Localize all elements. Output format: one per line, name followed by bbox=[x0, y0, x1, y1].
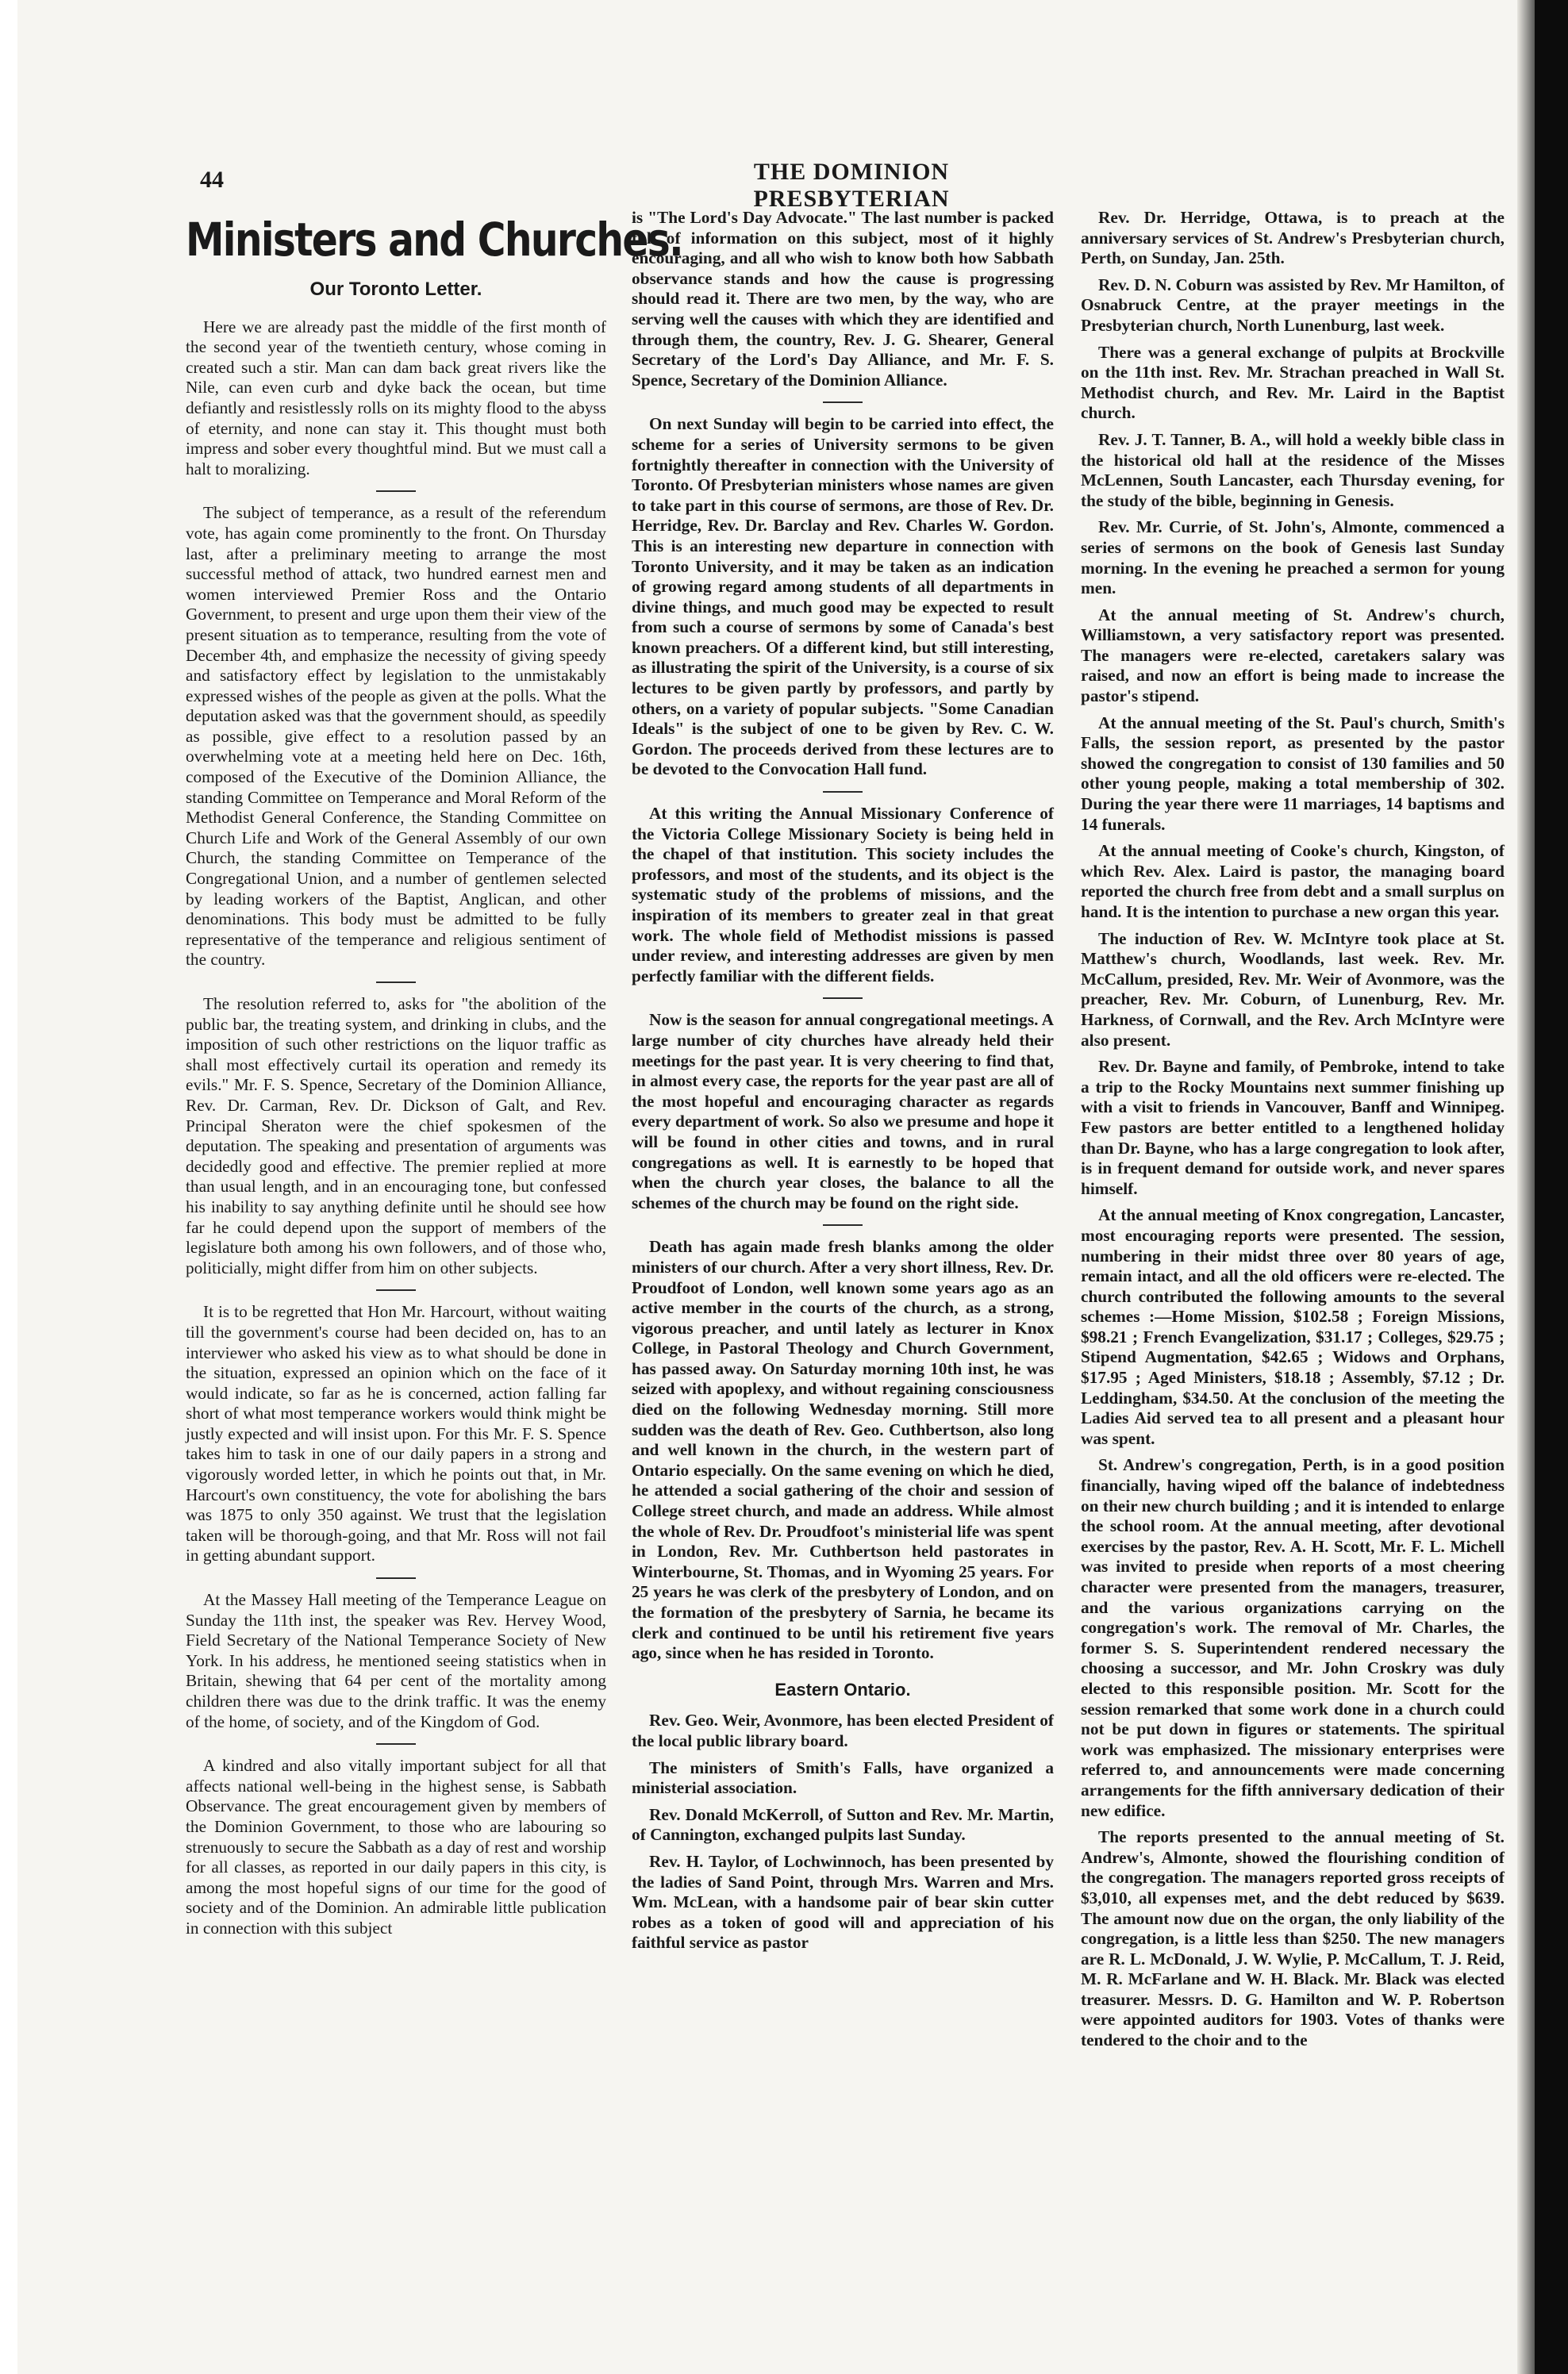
article-paragraph: is "The Lord's Day Advocate." The last number is packed full of information on this subject, most of it highly encouraging, and all who wish to know both how Sabbath observance stands and how the cause is progressing should read it. There are two men, by the way, who are serving well the causes with which they are identified and through them, the country, Rev. J. G. Shearer, General Secretary of the Lord's Day Alliance, and Mr. F. S. Spence, Secretary of the Dominion Alliance. bbox=[632, 208, 1054, 390]
article-paragraph: On next Sunday will begin to be carried into effect, the scheme for a series of University sermons to be given fortnightly thereafter in connection with the University of Toronto. Of Presbyterian ministers whose names are given to take part in this course of sermons, are those of Rev. Dr. Herridge, Rev. Dr. Barclay and Rev. Charles W. Gordon. This is an interesting new departure in connection with Toronto University, and it may be taken as an indication of growing regard among students of all departments in divine things, and much good may be expected to result from such a course of sermons by some of Canada's best known preachers. Of a different kind, but still interesting, as illustrating the spirit of the University, is a course of six lectures to be given partly by professors, and partly by others, on a variety of popular subjects. "Some Canadian Ideals" is the subject of one to be given by Rev. C. W. Gordon. The proceeds derived from these lectures are to be devoted to the Convocation Hall fund. bbox=[632, 414, 1054, 779]
page-number: 44 bbox=[200, 167, 224, 193]
article-paragraph: Here we are already past the middle of the first month of the second year of the twentieth century, whose coming in created such a stir. Man can dam back great rivers like the Nile, can even curb and dyke back the ocean, but time defiantly and resistlessly rolls on its mighty flood to the abyss of eternity, and none can stay it. This thought must both impress and sober every thoughtful mind. But we must call a halt to moralizing. bbox=[186, 317, 606, 478]
news-item: Rev. Donald McKerroll, of Sutton and Rev. Mr. Martin, of Cannington, exchanged pulpits last Sunday. bbox=[632, 1804, 1054, 1845]
divider-rule bbox=[376, 981, 416, 983]
divider-rule bbox=[376, 1743, 416, 1745]
news-item: Rev. Dr. Bayne and family, of Pembroke, intend to take a trip to the Rocky Mountains next summer finishing up with a visit to friends in Vancouver, Banff and Winnipeg. Few pastors are better entitled to a lengthened holiday than Dr. Bayne, who has a large congregation to look after, is in frequent demand for outside work, and never spares himself. bbox=[1081, 1057, 1505, 1198]
article-paragraph: At the Massey Hall meeting of the Temperance League on Sunday the 11th inst, the speaker was Rev. Hervey Wood, Field Secretary of the National Temperance Society of New York. In his address, he mentioned seeing statistics when in Britain, shewing that 64 per cent of the mortality among children there was due to the drink traffic. It was the enemy of the home, of society, and of the Kingdom of God. bbox=[186, 1590, 606, 1731]
divider-rule bbox=[823, 997, 863, 999]
news-item: There was a general exchange of pulpits at Brockville on the 11th inst. Rev. Mr. Strachan preached in Wall St. Methodist church, and Rev. Mr. Laird in the Baptist church. bbox=[1081, 342, 1505, 423]
article-paragraph: Death has again made fresh blanks among the older ministers of our church. After a very short illness, Rev. Dr. Proudfoot of London, well known some years ago as an active member in the courts of the church, as a strong, vigorous preacher, and until lately as lecturer in Knox College, in Pastoral Theology and Church Government, has passed away. On Saturday morning 10th inst, he was seized with apoplexy, and without regaining consciousness died on the following Wednesday morning. Still more sudden was the death of Rev. Geo. Cuthbertson, also long and well known in the church, in the western part of Ontario especially. On the same evening on which he died, he attended a social gathering of the choir and session of College street church, and made an address. While almost the whole of Rev. Dr. Proudfoot's ministerial life was spent in London, Rev. Mr. Cuthbertson held pastorates in Winterbourne, St. Thomas, and in Wyoming 25 years. For 25 years he was clerk of the presbytery of London, and on the formation of the presbytery of Sarnia, he became its clerk and continued to be until his retirement five years ago, since when he has resided in Toronto. bbox=[632, 1237, 1054, 1663]
divider-rule bbox=[823, 401, 863, 403]
section-subtitle: Our Toronto Letter. bbox=[309, 279, 482, 300]
news-item: Rev. H. Taylor, of Lochwinnoch, has been presented by the ladies of Sand Point, through Mrs. Warren and Mrs. Wm. McLean, with a handsome pair of bear skin cutter robes as a token of good will and appreciation of his faithful service as pastor bbox=[632, 1851, 1054, 1953]
news-item: At the annual meeting of St. Andrew's church, Williamstown, a very satisfactory report was presented. The managers were re-elected, caretakers salary was raised, and now an effort is being made to increase the pastor's stipend. bbox=[1081, 605, 1505, 706]
article-paragraph: At this writing the Annual Missionary Conference of the Victoria College Missionary Society is being held in the chapel of that institution. This society includes the professors, and most of the students, and its object is the systematic study of the problems of missions, and the inspiration of its members to greater zeal in that great work. The whole field of Methodist missions is passed under review, and interesting addresses are given by men perfectly familiar with the different fields. bbox=[632, 804, 1054, 985]
news-item: At the annual meeting of Cooke's church, Kingston, of which Rev. Alex. Laird is pastor, the managing board reported the church free from debt and a small surplus on hand. It is the intention to purchase a new organ this year. bbox=[1081, 841, 1505, 921]
column-1 bbox=[186, 208, 682, 1950]
divider-rule bbox=[376, 1577, 416, 1579]
article-paragraph: The resolution referred to, asks for "the abolition of the public bar, the treating system, and drinking in clubs, and the imposition of such other restrictions on the liquor traffic as shall most effectively curtail its operation and remedy its evils." Mr. F. S. Spence, Secretary of the Dominion Alliance, Rev. Dr. Carman, Rev. Dr. Dickson of Galt, and Rev. Principal Sheraton were the chief spokesmen of the deputation. The speaking and presentation of arguments was decidedly good and effective. The premier replied at more than usual length, and in an encouraging tone, but confessed his inability to say anything definite until he should see how far he could depend upon the support of members of the legislature both among his own followers, and of those who, politicially, might differ from him on other subjects. bbox=[186, 994, 606, 1277]
article-paragraph: It is to be regretted that Hon Mr. Harcourt, without waiting till the government's course had been decided on, has to an interviewer who asked his view as to what should be done in the situation, expressed an opinion which on the face of it would indicate, so far as he is concerned, action falling far short of what most temperance workers would think might be justly expected and will insist upon. For this Mr. F. S. Spence takes him to task in one of our daily papers in a strong and vigorously worded letter, in which he points out that, in Mr. Harcourt's own constituency, the vote for abolishing the bars was 1875 to only 350 against. We trust that the legislation taken will be thorough-going, and that Mr. Ross will not fail in getting abundant support. bbox=[186, 1302, 606, 1565]
news-item: Rev. Mr. Currie, of St. John's, Almonte, commenced a series of sermons on the book of Genesis last Sunday morning. In the evening he preached a sermon for young men. bbox=[1081, 517, 1505, 598]
news-item: The ministers of Smith's Falls, have organized a ministerial association. bbox=[632, 1757, 1054, 1798]
column-3 bbox=[1081, 208, 1505, 2057]
news-item: St. Andrew's congregation, Perth, is in a good position financially, having wiped off the balance of indebtedness on their new church building ; and it is intended to enlarge the school room. At the annual meeting, after devotional exercises by the pastor, Rev. A. H. Scott, Mr. F. L. Michell was invited to preside when reports of a most cheering character were presented from the managers, treasurer, and the various organizations carrying on the congregation's work. The removal of Mr. Charles, the former S. S. Superintendent rendered necessary the choosing a successor, and Mr. John Croskry was duly elected to this responsible position. Mr. Scott for the session remarked that some work done in a church could not be put down in figures or statements. The spiritual work was emphasized. The missionary enterprises were referred to, and announcements were made concerning arrangements for the fifth anniversary dedication of their new edifice. bbox=[1081, 1455, 1505, 1820]
scan-border bbox=[1535, 0, 1568, 2374]
divider-rule bbox=[823, 791, 863, 793]
news-item: The reports presented to the annual meeting of St. Andrew's, Almonte, showed the flourishing condition of the congregation. The managers reported gross receipts of $3,010, all expenses met, and the debt reduced by $639. The amount now due on the organ, the only liability of the congregation, is a little less than $250. The new managers are R. L. McDonald, J. W. Wylie, P. McCallum, T. J. Reid, M. R. McFarlane and W. H. Black. Mr. Black was elected treasurer. Messrs. D. G. Hamilton and W. P. Robertson were appointed auditors for 1903. Votes of thanks were tendered to the choir and to the bbox=[1081, 1827, 1505, 2050]
page-shadow bbox=[1517, 0, 1535, 2374]
news-item: Rev. D. N. Coburn was assisted by Rev. Mr Hamilton, of Osnabruck Centre, at the prayer meetings in the Presbyterian church, North Lunenburg, last week. bbox=[1081, 275, 1505, 335]
news-item: At the annual meeting of the St. Paul's church, Smith's Falls, the session report, as presented by the pastor showed the congregation to consist of 130 families and 50 other young people, making a total membership of 302. During the year there were 11 marriages, 14 baptisms and 14 funerals. bbox=[1081, 713, 1505, 834]
news-item: Rev. J. T. Tanner, B. A., will hold a weekly bible class in the historical old hall at the residence of the Misses McLennen, South Lancaster, each Thursday evening, for the study of the bible, beginning in Genesis. bbox=[1081, 429, 1505, 510]
news-item: Rev. Geo. Weir, Avonmore, has been elected President of the local public library board. bbox=[632, 1711, 1054, 1750]
running-title: THE DOMINION PRESBYTERIAN bbox=[753, 159, 950, 212]
news-item: Rev. Dr. Herridge, Ottawa, is to preach at the anniversary services of St. Andrew's Presbyterian church, Perth, on Sunday, Jan. 25th. bbox=[1081, 208, 1505, 268]
divider-rule bbox=[823, 1224, 863, 1226]
divider-rule bbox=[376, 490, 416, 492]
column-2 bbox=[632, 208, 1054, 1960]
news-item: At the annual meeting of Knox congregation, Lancaster, most encouraging reports were presented. The session, numbering in their midst three over 80 years of age, remain intact, and all the old officers were re-elected. The church contributed the following amounts to the several schemes :—Home Mission, $102.58 ; Foreign Missions, $98.21 ; French Evangelization, $31.17 ; Colleges, $29.75 ; Stipend Augmentation, $42.65 ; Widows and Orphans, $17.95 ; Aged Ministers, $18.18 ; Assembly, $7.12 ; Dr. Leddingham, $34.50. At the conclusion of the meeting the Ladies Aid served tea to all present and a pleasant hour was spent. bbox=[1081, 1205, 1505, 1448]
section-title: Ministers and Churches. bbox=[186, 213, 682, 267]
article-paragraph: Now is the season for annual congregational meetings. A large number of city churches have already held their meetings for the past year. It is very cheering to find that, in almost every case, the reports for the year past are all of the most hopeful and encouraging character as regards every department of work. So also we presume and hope it will be found in other cities and towns, and in rural congregations as well. It is earnestly to be hoped that when the church year closes, the balance to all the schemes of the church may be found on the right side. bbox=[632, 1010, 1054, 1212]
section-heading-eastern-ontario: Eastern Ontario. bbox=[774, 1679, 911, 1700]
news-item: The induction of Rev. W. McIntyre took place at St. Matthew's church, Woodlands, last week. Rev. Mr. McCallum, presided, Rev. Mr. Weir of Avonmore, was the preacher, Rev. Mr. Coburn, of Lunenburg, Rev. Mr. Harkness, of Cornwall, and the Rev. Arch McIntyre were also present. bbox=[1081, 928, 1505, 1050]
article-paragraph: The subject of temperance, as a result of the referendum vote, has again come prominently to the front. On Thursday last, after a preliminary meeting to arrange the most successful method of attack, two hundred earnest men and women interviewed Premier Ross and the Ontario Government, to present and urge upon them their view of the present situation as to temperance, resulting from the vote of December 4th, and emphasize the necessity of giving speedy and satisfactory effect by legislation to the unmistakably expressed wishes of the people as given at the polls. What the deputation asked was that the government should, as speedily as possible, give effect to a resolution passed by an overwhelming vote at a meeting held here on Dec. 16th, composed of the Executive of the Dominion Alliance, the standing Committee on Temperance and Moral Reform of the Methodist General Conference, the Standing Committee on Church Life and Work of the General Assembly of our own Church, the standing Committee on Temperance of the Congregational Union, and a number of gentlemen selected by leading workers of the Baptist, Anglican, and other denominations. This body must be admitted to be fully representative of the temperance and religious sentiment of the country. bbox=[186, 503, 606, 970]
article-paragraph: A kindred and also vitally important subject for all that affects national well-being in the highest sense, is Sabbath Observance. The great encouragement given by members of the Dominion Government, to those who are labouring so strenuously to secure the Sabbath as a day of rest and worship for all classes, as reported in our daily papers in this city, is among the most hopeful signs of our time for the good of society and of the Dominion. An admirable little publication in connection with this subject bbox=[186, 1756, 606, 1938]
divider-rule bbox=[376, 1289, 416, 1291]
